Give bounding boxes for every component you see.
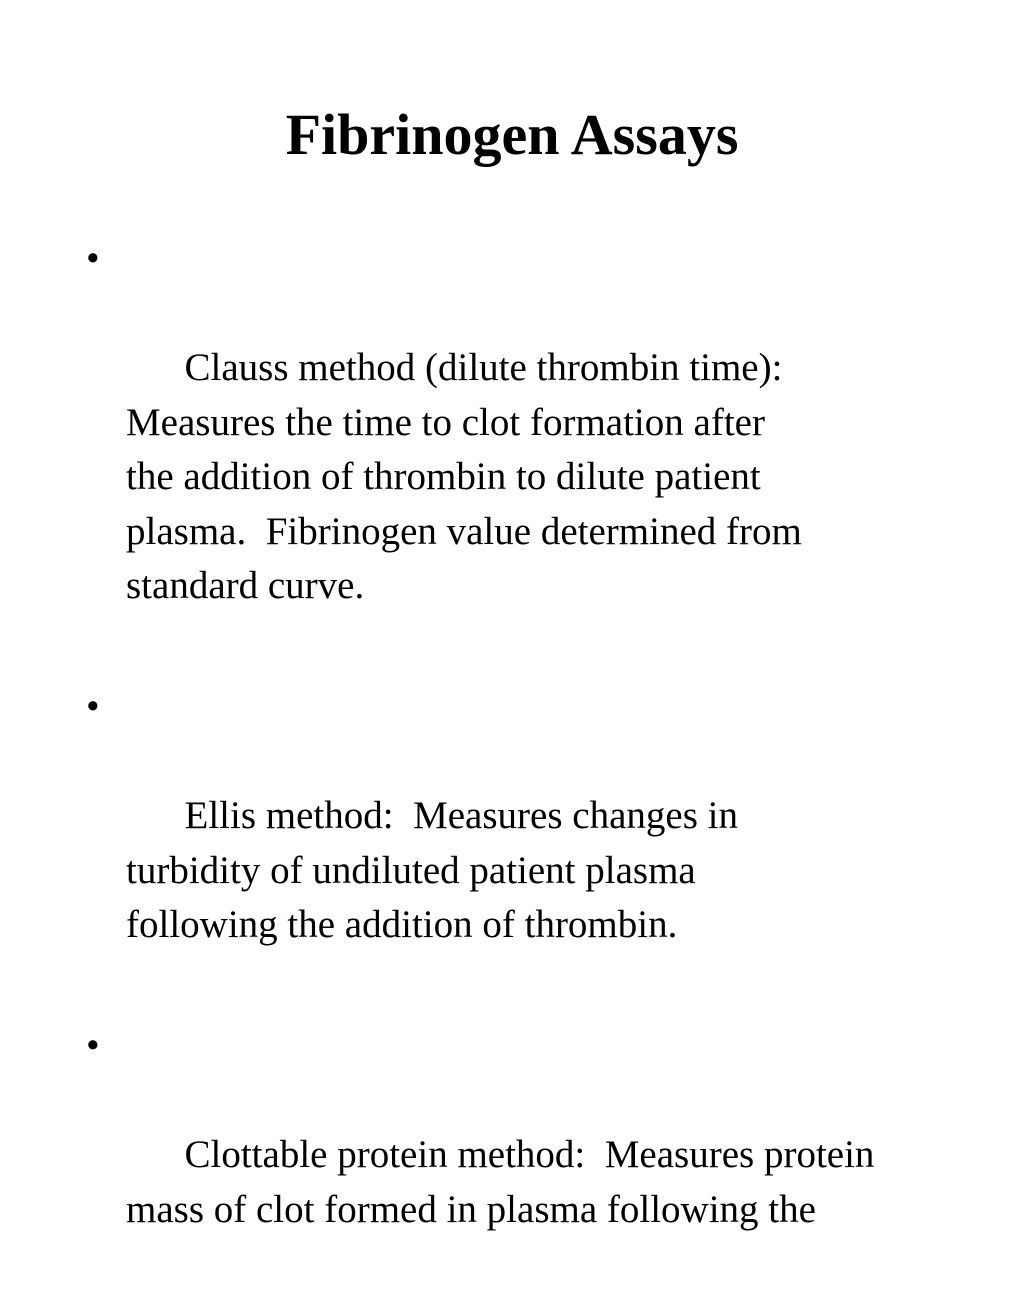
bullet-marker: • bbox=[86, 685, 100, 728]
bullet-item-ellis-method bbox=[86, 680, 946, 1007]
bullet-marker: • bbox=[86, 1024, 100, 1067]
bullet-list bbox=[86, 232, 946, 1304]
bullet-text: Clottable protein method: Measures protein mass of clot formed in plasma following the bbox=[126, 1133, 875, 1231]
bullet-text: Ellis method: Measures changes in turbidity of undiluted patient plasma following the addition of thrombin. bbox=[126, 794, 738, 946]
bullet-text: Clauss method (dilute thrombin time): Measures the time to clot formation after the addition of thrombin to dilute patient plasma. Fibrinogen value determined from standard curve. bbox=[126, 346, 802, 607]
slide-title: Fibrinogen Assays bbox=[285, 102, 739, 167]
bullet-marker: • bbox=[86, 237, 100, 280]
bullet-item-clottable-protein-method bbox=[86, 1019, 946, 1292]
bullet-item-clauss-method bbox=[86, 232, 946, 668]
